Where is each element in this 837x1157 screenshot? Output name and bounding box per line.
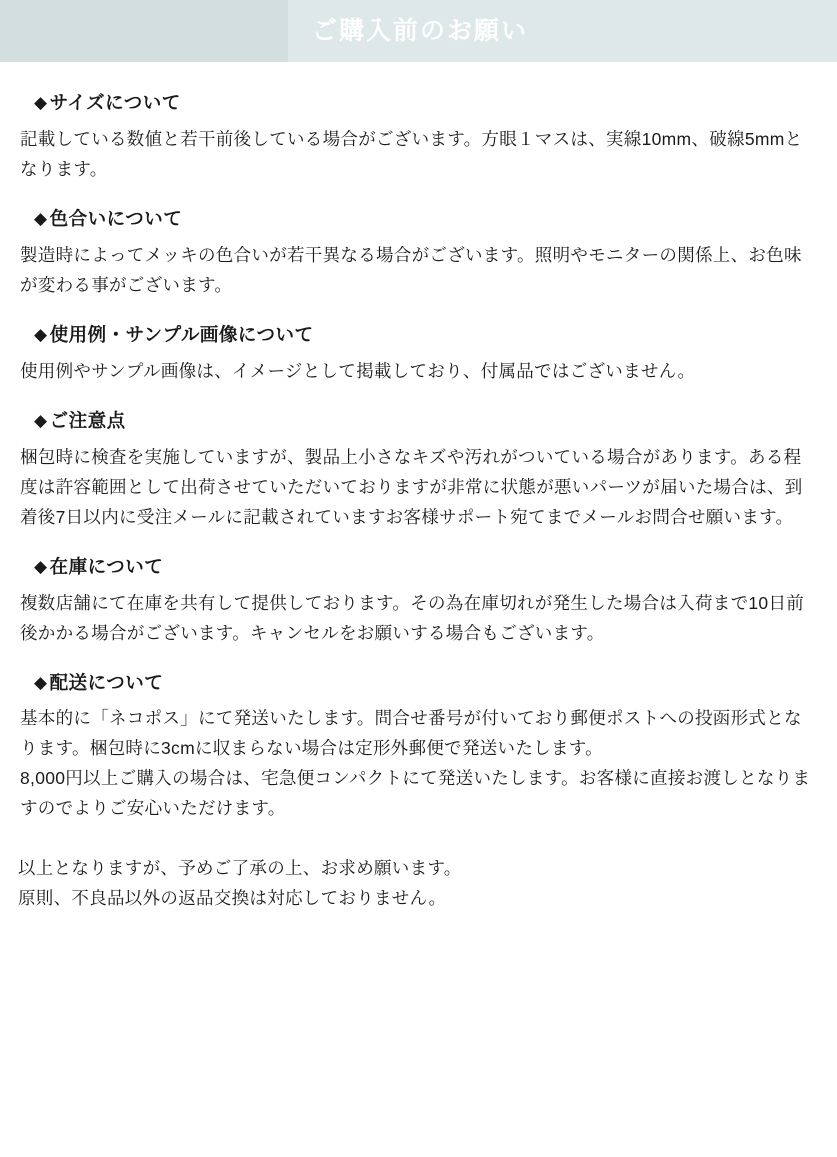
paragraph: 使用例やサンプル画像は、イメージとして掲載しており、付属品ではございません。 <box>20 361 696 382</box>
paragraph: 基本的に「ネコポス」にて発送いたします。問合せ番号が付いており郵便ポストへの投函形式となります。梱包時に3cmに収まらない場合は定形外郵便で発送いたします。 <box>20 708 802 759</box>
section-heading <box>18 206 819 232</box>
closing-line-1: 以上となりますが、予めご了承の上、お求め願います。 <box>18 858 462 879</box>
section-sample-images <box>18 322 819 386</box>
section-heading <box>18 90 819 116</box>
diamond-icon: ◆ <box>34 325 48 345</box>
diamond-icon: ◆ <box>34 411 48 431</box>
section-heading-label: 使用例・サンプル画像について <box>49 324 314 346</box>
page-title: ご購入前のお願い <box>312 17 529 45</box>
paragraph: 記載している数値と若干前後している場合がございます。方眼１マスは、実線10mm、破線5mmとなります。 <box>20 128 803 179</box>
section-stock <box>18 554 819 648</box>
paragraph: 複数店舗にて在庫を共有して提供しております。その為在庫切れが発生した場合は入荷まで10日前後かかる場合がございます。キャンセルをお願いする場合もございます。 <box>20 593 805 644</box>
section-heading-label: サイズについて <box>49 92 181 113</box>
section-cautions <box>18 408 819 532</box>
section-body <box>18 124 819 184</box>
section-heading <box>18 408 819 434</box>
diamond-icon: ◆ <box>34 557 48 577</box>
closing-line-2: 原則、不良品以外の返品交換は対応しておりません。 <box>18 888 447 909</box>
section-heading <box>18 322 819 348</box>
section-body <box>18 588 819 648</box>
paragraph: 8,000円以上ご購入の場合は、宅急便コンパクトにて発送いたします。お客様に直接お渡しとなりますのでよりご安心いただけます。 <box>20 767 811 818</box>
section-shipping <box>18 670 819 823</box>
section-body <box>18 442 819 532</box>
header-left-block <box>0 0 288 62</box>
diamond-icon: ◆ <box>34 209 48 229</box>
closing-note <box>18 853 819 913</box>
section-heading <box>18 554 819 580</box>
diamond-icon: ◆ <box>34 93 48 112</box>
section-heading-label: 在庫について <box>49 556 164 578</box>
diamond-icon: ◆ <box>34 673 48 693</box>
notice-content <box>0 90 837 913</box>
section-heading-label: ご注意点 <box>49 410 126 432</box>
paragraph: 梱包時に検査を実施していますが、製品上小さなキズや汚れがついている場合があります。ある程度は許容範囲として出荷させていただいておりますが非常に状態が悪いパーツが届いた場合は、到着後7日以内に受注メールに記載されていますお客様サポート宛てまでメールお問合せ願います。 <box>20 447 803 528</box>
section-body <box>18 240 819 300</box>
section-heading-label: 色合いについて <box>49 208 183 230</box>
section-body <box>18 356 819 386</box>
section-color <box>18 206 819 300</box>
page-header <box>0 0 837 62</box>
section-size <box>18 90 819 184</box>
paragraph: 製造時によってメッキの色合いが若干異なる場合がございます。照明やモニターの関係上、お色味が変わる事がございます。 <box>20 244 802 296</box>
section-heading-label: 配送について <box>49 672 164 694</box>
section-body <box>18 704 819 823</box>
section-heading <box>18 670 819 696</box>
